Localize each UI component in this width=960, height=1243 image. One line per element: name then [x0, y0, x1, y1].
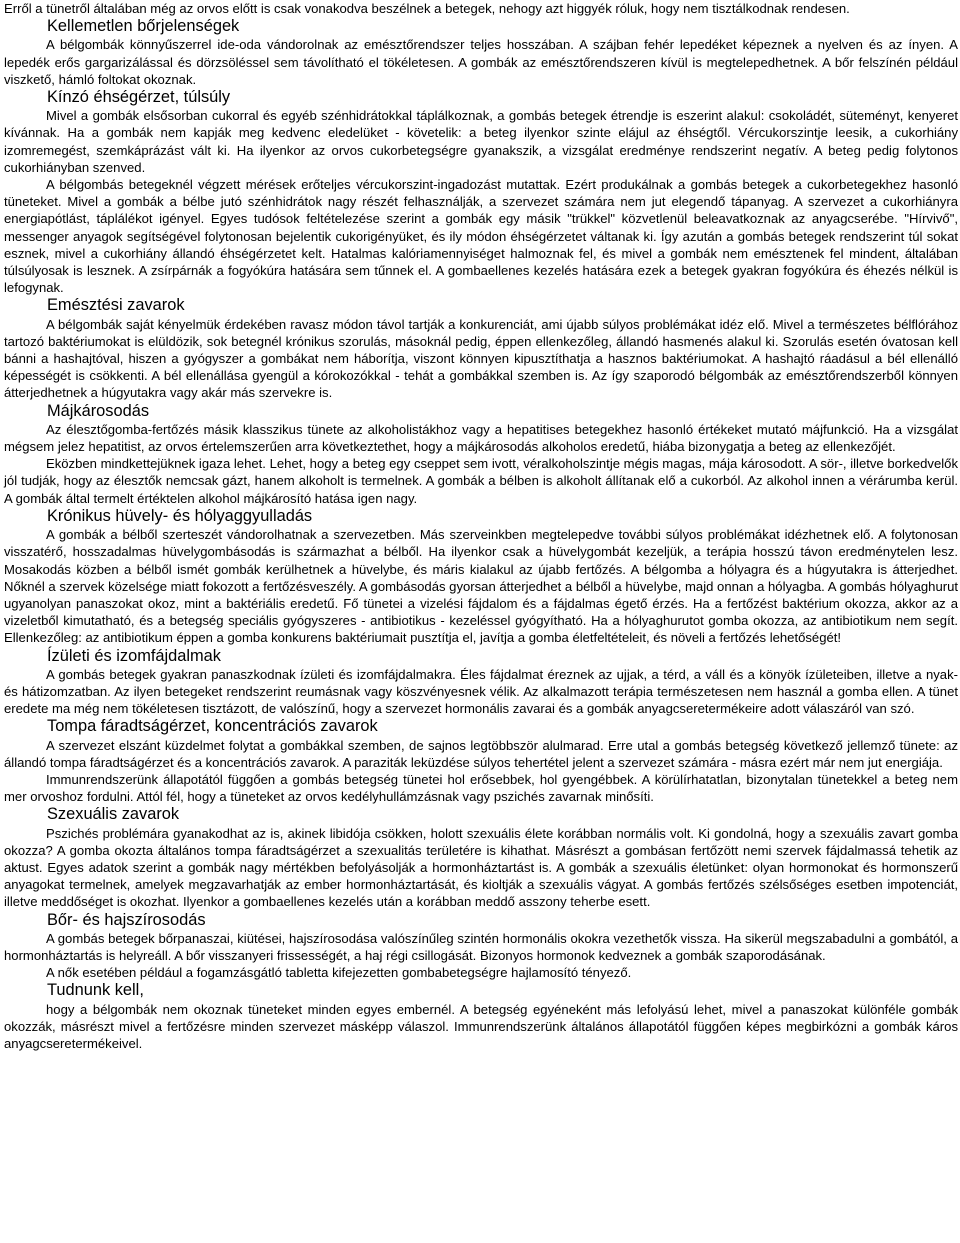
paragraph: A bélgombák könnyűszerrel ide-oda vándorolnak az emésztőrendszer teljes hosszában. A szájban fehér lepedéket képeznek a nyelven és az ínyen. A lepedék erős gargarizálással és dörzsöléssel sem távolítható el tökéletesen. A gombák az emésztőrendszeren kívül is megtelepedhetnek. A bőr felszínén például viszkető, hámló foltokat okoznak. — [4, 37, 958, 87]
section-heading: Ízületi és izomfájdalmak — [47, 646, 221, 665]
section-heading: Emésztési zavarok — [47, 296, 185, 315]
paragraph: Immunrendszerünk állapotától függően a gombás betegség tünetei hol erősebbek, hol gyengébbek. A körülírhatatlan, bizonytalan tünetekkel a beteg nem mer orvoshoz fordulni. Attól fél, hogy a tüneteket az orvos kedélyhullámzásnak vagy pszichés zavarnak minősíti. — [4, 771, 958, 805]
paragraph: A gombás betegek bőrpanaszai, kiütései, hajszírosodása valószínűleg szintén hormonális okokra vezethetők vissza. Ha sikerül megszabadulni a gombától, a hormonháztartás is helyreáll. A bőr visszanyeri frissességét, a haj régi csillogását. Bizonyos hormonok kedveznek a gombák szaporodásának. — [4, 930, 958, 963]
paragraph: A gombás betegek gyakran panaszkodnak ízületi és izomfájdalmakra. Éles fájdalmat éreznek az ujjak, a térd, a váll és a könyök ízületeiben, illetve a nyak- és hátizomzatban. Az ilyen betegeket rendszerint reumásnak vagy köszvényesnek vélik. Az alkalmazott terápia természetesen nem használ a gomba ellen. A tünet eredete ma még nem tökéletesen tisztázott, de valószínű, hogy a szervezet hormonális zavarai és a gombák anyagcseretermékeire adott válaszáról van szó. — [4, 666, 958, 717]
paragraph: Erről a tünetről általában még az orvos előtt is csak vonakodva beszélnek a betegek, nehogy azt higgyék róluk, hogy nem tisztálkodnak rendesen. — [4, 1, 850, 16]
paragraph: A szervezet elszánt küzdelmet folytat a gombákkal szemben, de sajnos legtöbbször alulmarad. Erre utal a gombás betegség következő jellemző tünete: az állandó tompa fáradtságérzet és a koncentrációs zavarok. A paraziták leküzdése súlyos tehertétel jelent a szervezet számára - másra ezért már nem jut energiája. — [4, 737, 958, 770]
paragraph: hogy a bélgombák nem okoznak tüneteket minden egyes embernél. A betegség egyéneként más lefolyású lehet, mivel a panaszokat különféle gombák okozzák, másrészt mivel a fertőzésre minden szervezet másképp válaszol. Immunrendszerünk általános állapotától függően képes megbirkózni a gombák káros anyagcseretermékeivel. — [4, 1001, 958, 1051]
section-heading: Krónikus hüvely- és hólyaggyulladás — [47, 506, 313, 525]
section-heading: Májkárosodás — [47, 401, 150, 420]
paragraph: Eközben mindkettejüknek igaza lehet. Lehet, hogy a beteg egy cseppet sem ivott, véralkoholszintje mégis magas, mája károsodott. A sör-, illetve borkedvelők jól tudják, hogy az élesztők nemcsak gázt, hanem alkoholt is termelnek. A gombák a bélben is alkoholt állítanak elő a cukorból. Az alkohol innen a vérárumba kerül. A gombák által termelt értéktelen alkohol májkárosító hatása igen nagy. — [4, 456, 958, 506]
section-heading: Kínzó éhségérzet, túlsúly — [47, 88, 231, 107]
paragraph: A bélgombás betegeknél végzett mérések erőteljes vércukorszint-ingadozást mutattak. Ezért produkálnak a gombás betegek a cukorbetegekhez hasonló tüneteket. Mivel a gombák a bélbe jutó szénhidrátok nagy részét felhasználják, a szervezet számára nem jut elegendő tápanyag. A szervezet a cukorhiányra energiapótlást, táplálékot igényel. Egyes tudósok feltételezése szerint a gombák egy másik "trükkel" közvetlenül beleavatkoznak az anyagcserébe. "Hírvivő", messenger anyagok segítségével folytonosan bejelentik cukorigényüket, és ily módon éhségérzetet váltanak ki. Így azután a gombás betegek rendszerint túl sokat esznek, mivel a cukorhiány állandó éhségérzetet kelt. Hatalmas kalóriamennyiséget halmoznak fel, és mivel a gombák nem emésztenek fel mindent, általában túlsúlyosak is lesznek. A zsírpárnák a fogyókúra hatására sem tűnnek el. A gombaellenes kezelés hatására ezek a betegek gyakran fogyókúra és éhezés nélkül is lefogynak. — [4, 177, 958, 296]
paragraph: Az élesztőgomba-fertőzés másik klasszikus tünete az alkoholistákhoz vagy a hepatitises betegekhez hasonló értékeket mutató májfunkció. Ha a vizsgálat mégsem jelez hepatitist, az orvos értelemszerűen arra következtethet, hogy a májkárosodás alkoholos eredetű, hiába bizonygatja a beteg az ellenkezőjét. — [4, 421, 958, 455]
paragraph: A nők esetében például a fogamzásgátló tabletta kifejezetten gombabetegségre hajlamosító tényező. — [46, 965, 632, 981]
section-heading: Tompa fáradtságérzet, koncentrációs zavarok — [47, 717, 378, 736]
paragraph: Mivel a gombák elsősorban cukorral és egyéb szénhidrátokkal táplálkoznak, a gombás betegek étrendje is eszerint alakul: csokoládét, süteményt, kenyeret kívánnak. Ha a gombák nem kapják meg kedvenc eledelüket - követelik: a beteg ilyenkor szinte elájul az éhségtől. Vércukorszintje leesik, a cukorhiány izomremegést, szemkáprázást vált ki. Ha ilyenkor az orvos cukorbetegségre gyanakszik, a vizsgálat eredménye rendszerint negatív. A beteg pedig folytonos cukorhiányban szenved. — [4, 108, 958, 175]
section-heading: Bőr- és hajszírosodás — [47, 910, 206, 929]
paragraph: A gombák a bélből szerteszét vándorolhatnak a szervezetben. Más szerveinkben megtelepedve további súlyos problémákat idézhetnek elő. A folytonosan visszatérő, hosszadalmas hüvelygombásodás is származhat a bélből. Ha ilyenkor csak a hüvelygombát kezeljük, a terápia hosszú távon eredménytelen lesz. Mosakodás közben a bélből ismét gombák kerülhetnek a hüvelybe, és máris kialakul az újabb fertőzés. A bélgomba a hólyagra és a húgyutakra is átterjedhet. Nőknél a szervek közelsége miatt fokozott a fertőzésveszély. A gombásodás gyorsan átterjedhet a bélből a hüvelybe, majd onnan a hólyagba. A gombás hólyaghurut ugyanolyan panaszokat okoz, mint a baktériális eredetű. Fő tünetei a vizelési fájdalom és a fájdalmas égető érzés. Ha a fertőzést baktérium okozza, akkor az a vizeletből kimutatható, és a betegség speciális gyógyszeres - antibiotikus - kezeléssel gyógyítható. Ha a hólyaghurutot gomba okozza, az antibiotikum nem segít. Ellenkezőleg: az antibiotikum éppen a gomba konkurens baktériumait pusztítja el, javítja a gomba életfeltételeit, és növeli a fertőzés lehetőségét! — [4, 527, 959, 646]
section-heading: Tudnunk kell, — [47, 981, 144, 1000]
section-heading: Kellemetlen bőrjelenségek — [47, 17, 240, 36]
paragraph: Pszichés problémára gyanakodhat az is, akinek libidója csökken, holott szexuális élete korábban normális volt. Ki gondolná, hogy a szexuális zavart gomba okozza? A gomba okozta általános tompa fáradtságérzet a szexualitás területére is kihathat. Másrészt a gombásan fertőzött nemi szervek fájdalmassá tehetik az aktust. Egyes adatok szerint a gombák nagy mértékben befolyásolják a hormonháztartást is. A gombák a szexuális életünket: olyan hormonokat és hormonszerű anyagokat termelnek, amelyek megzavarhatják az ember hormonháztartását, és kioltják a szexuális vágyat. A gombás fertőzés szélsőséges esetben impotenciát, illetve meddőséget is okozhat. Ilyenkor a gombaellenes kezelés után a korábban meddő asszony teherbe esett. — [4, 825, 958, 910]
paragraph: A bélgombák saját kényelmük érdekében ravasz módon távol tartják a konkurenciát, ami újabb súlyos problémákat idéz elő. Mivel a természetes bélflórához tartozó baktériumokat is elüldözik, sok betegnél krónikus szorulás, másoknál pedig, éppen ellenkezőleg, állandó hasmenés alakul ki. Szorulás esetén óvatosan kell bánni a hashajtóval, hiszen a gyógyszer a gombákat nem háborítja, viszont könnyen kipusztíthatja a hasznos baktériumokat. A hashajtó ráadásul a bél ellenálló képességét is csökkenti. A bél ellenállása gyengül a kórokozókkal - tehát a gombákkal szemben is. Az így szaporodó bélgombák az emésztőrendszerből könnyen átterjedhetnek a húgyutakra vagy akár más szervekre is. — [4, 316, 958, 401]
section-heading: Szexuális zavarok — [47, 805, 180, 824]
